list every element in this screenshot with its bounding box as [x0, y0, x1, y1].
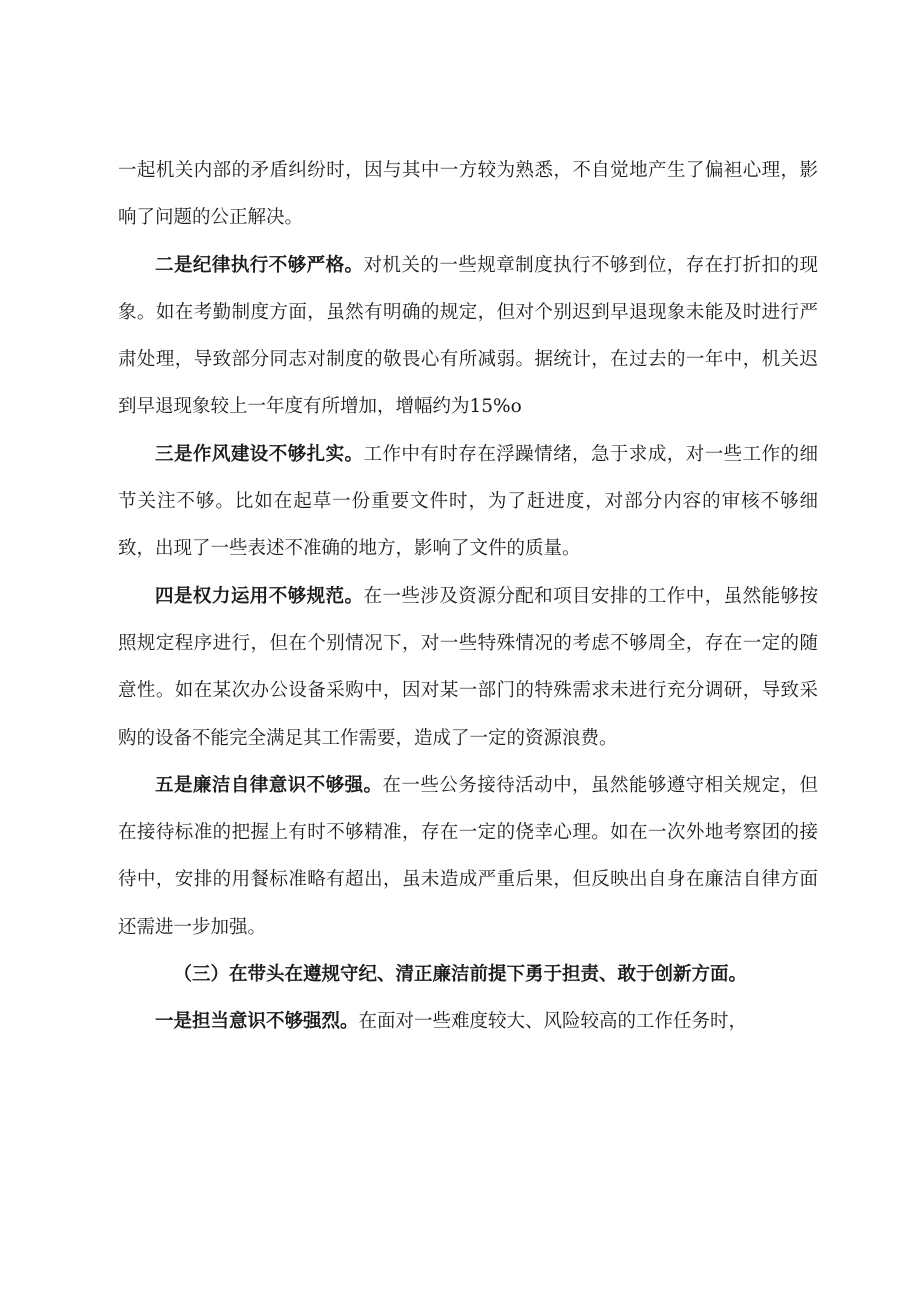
paragraph-body: 一起机关内部的矛盾纠纷时，因与其中一方较为熟悉，不自觉地产生了偏袒心理，影响了问题的公正解决。: [118, 160, 818, 229]
paragraph-body: 在一些公务接待活动中，虽然能够遵守相关规定，但在接待标准的把握上有时不够精准，存在一定的侥幸心理。如在一次外地考察团的接待中，安排的用餐标准略有超出，虽未造成严重后果，但反映出自身在廉洁自律方面还需进一步加强。: [118, 774, 818, 938]
section-heading-text: （三）在带头在遵规守纪、清正廉洁前提下勇于担责、敢于创新方面。: [173, 964, 748, 986]
paragraph-discipline: [118, 242, 818, 431]
paragraph-continuation: [118, 147, 818, 242]
paragraph-lead: 五是廉洁自律意识不够强。: [155, 774, 383, 796]
paragraph-power-use: [118, 573, 818, 762]
paragraph-lead: 二是纪律执行不够严格。: [155, 254, 364, 276]
paragraph-responsibility: [118, 998, 818, 1045]
paragraph-body: 在一些涉及资源分配和项目安排的工作中，虽然能够按照规定程序进行，但在个别情况下，对一些特殊情况的考虑不够周全，存在一定的随意性。如在某次办公设备采购中，因对某一部门的特殊需求未进行充分调研，导致采购的设备不能完全满足其工作需要，造成了一定的资源浪费。: [118, 585, 818, 749]
paragraph-body: 对机关的一些规章制度执行不够到位，存在打折扣的现象。如在考勤制度方面，虽然有明确的规定，但对个别迟到早退现象未能及时进行严肃处理，导致部分同志对制度的敬畏心有所减弱。据统计，在过去的一年中，机关迟到早退现象较上一年度有所增加，增幅约为15%o: [118, 254, 818, 418]
paragraph-lead: 四是权力运用不够规范。: [155, 585, 364, 607]
section-heading: [118, 951, 818, 998]
paragraph-lead: 一是担当意识不够强烈。: [155, 1011, 359, 1033]
paragraph-body: 工作中有时存在浮躁情绪，急于求成，对一些工作的细节关注不够。比如在起草一份重要文件时，为了赶进度，对部分内容的审核不够细致，出现了一些表述不准确的地方，影响了文件的质量。: [118, 443, 818, 560]
paragraph-lead: 三是作风建设不够扎实。: [155, 443, 364, 465]
paragraph-integrity: [118, 762, 818, 951]
paragraph-body: 在面对一些难度较大、风险较高的工作任务时，: [358, 1011, 748, 1033]
paragraph-work-style: [118, 431, 818, 573]
document-body: [118, 147, 818, 1046]
